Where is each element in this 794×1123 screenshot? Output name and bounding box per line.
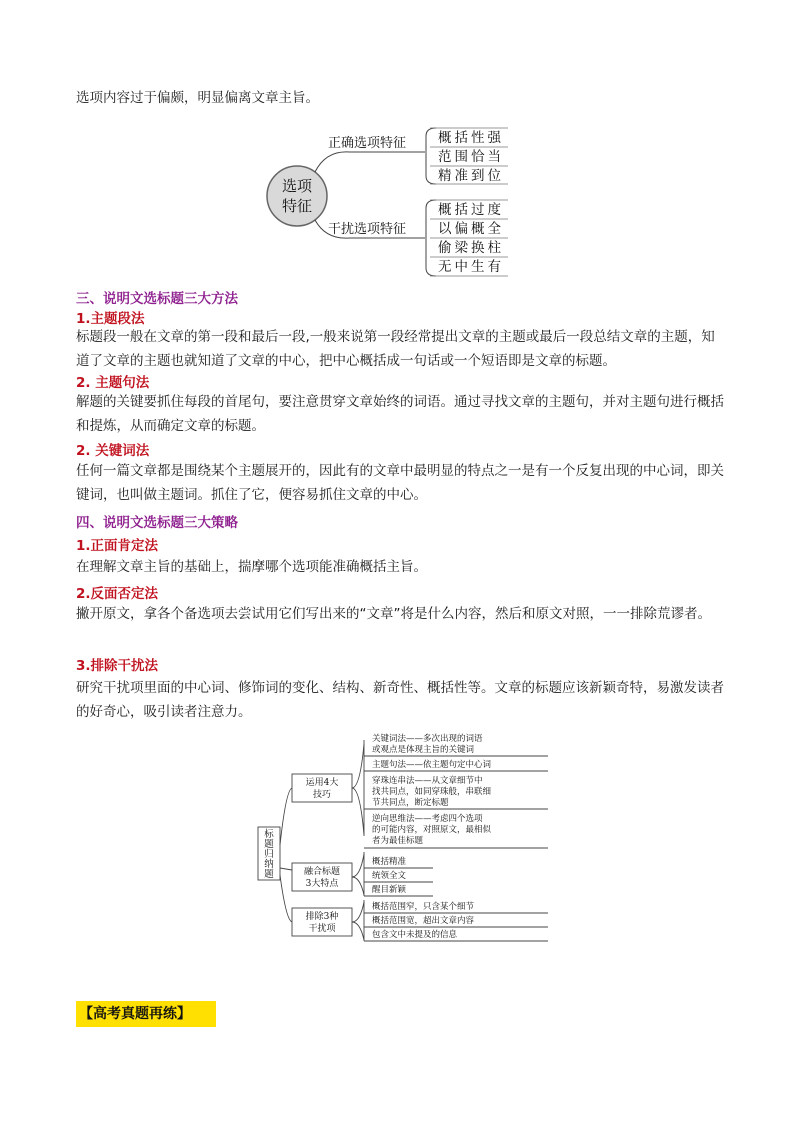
branch3-item: 概括范围窄，只含某个细节 xyxy=(372,902,475,912)
branch1-label: 运用4大 xyxy=(305,778,339,788)
branch2-label: 3大特点 xyxy=(305,879,339,889)
upper-item: 概括性强 xyxy=(438,130,504,146)
method3-title: 2. 关键词法 xyxy=(76,443,150,459)
method2-title: 2. 主题句法 xyxy=(76,375,150,391)
section3-heading: 三、说明文选标题三大方法 xyxy=(76,291,238,307)
branch2-item: 概括精准 xyxy=(372,857,407,867)
strategy3-text: 研究干扰项里面的中心词、修饰词的变化、结构、新奇性、概括性等。文章的标题应该新颖奇特，易激发读者的好奇心，吸引读者注意力。 xyxy=(76,680,724,720)
branch1-item: 逆向思维法——考虑四个选项 xyxy=(372,814,483,824)
branch1-item: 主题句法——依主题句定中心词 xyxy=(372,760,492,770)
section4-heading: 四、说明文选标题三大策略 xyxy=(76,515,238,531)
branch1-item: 找共同点，如同穿珠般，串联细 xyxy=(372,787,492,797)
branch2-item: 醒目新颖 xyxy=(372,885,407,895)
method1-title: 1.主题段法 xyxy=(76,311,145,327)
root-char: 题 xyxy=(264,869,274,880)
intro-text: 选项内容过于偏颇，明显偏离文章主旨。 xyxy=(76,90,319,106)
branch2-item: 统领全文 xyxy=(372,871,407,881)
upper-branch-label: 正确选项特征 xyxy=(328,136,407,151)
branch1-item: 节共同点，断定标题 xyxy=(372,798,449,808)
method2-text: 解题的关键要抓住每段的首尾句，要注意贯穿文章始终的词语。通过寻找文章的主题句，并对主题句进行概括和提炼，从而确定文章的标题。 xyxy=(76,394,724,434)
strategy2-title: 2.反面否定法 xyxy=(76,586,159,602)
upper-item: 范围恰当 xyxy=(438,149,504,165)
lower-branch-label: 干扰选项特征 xyxy=(328,222,407,237)
lower-item: 以偏概全 xyxy=(438,221,504,237)
root-char: 纳 xyxy=(264,859,274,870)
branch3-label: 干扰项 xyxy=(308,924,336,934)
strategy1-title: 1.正面肯定法 xyxy=(76,538,159,554)
branch3-label: 排除3种 xyxy=(305,912,339,922)
branch1-item: 关键词法——多次出现的词语 xyxy=(372,734,483,744)
strategy2-text: 撇开原文，拿各个备选项去尝试用它们写出来的“文章”将是什么内容，然后和原文对照，一一排除荒谬者。 xyxy=(76,606,711,622)
lower-item: 无中生有 xyxy=(438,259,504,275)
branch3-item: 包含文中未提及的信息 xyxy=(372,930,458,940)
practice-badge: 【高考真题再练】 xyxy=(76,1001,216,1027)
root-char: 归 xyxy=(264,849,274,860)
strategy1-text: 在理解文章主旨的基础上，揣摩哪个选项能准确概括主旨。 xyxy=(76,559,427,575)
option-features-diagram xyxy=(260,120,520,282)
branch1-item: 者为最佳标题 xyxy=(372,836,424,846)
branch1-item: 穿珠连串法——从文章细节中 xyxy=(372,776,483,786)
center-oval xyxy=(267,166,327,226)
lower-item: 偷梁换柱 xyxy=(438,240,504,256)
lower-item: 概括过度 xyxy=(438,202,504,218)
center-line1: 选项 xyxy=(281,177,313,195)
branch3-item: 概括范围宽，超出文章内容 xyxy=(372,916,475,926)
upper-bracket xyxy=(426,128,436,184)
root-char: 题 xyxy=(264,839,274,850)
method1-text: 标题段一般在文章的第一段和最后一段,一般来说第一段经常提出文章的主题或最后一段总结文章的主题，知道了文章的主题也就知道了文章的中心，把中心概括成一句话或一个短语即是文章的标题。 xyxy=(76,329,715,369)
upper-connector xyxy=(315,152,425,172)
branch1-item: 的可能内容，对照原文，最相似 xyxy=(372,825,492,835)
branch1-item: 或观点是体现主旨的关键词 xyxy=(372,745,475,755)
method3-text: 任何一篇文章都是围绕某个主题展开的，因此有的文章中最明显的特点之一是有一个反复出现的中心词，即关键词，也叫做主题词。抓住了它，便容易抓住文章的中心。 xyxy=(76,463,724,503)
upper-item: 精准到位 xyxy=(438,168,504,184)
branch2-label: 融合标题 xyxy=(303,867,341,877)
root-char: 标 xyxy=(264,829,274,840)
strategy3-title: 3.排除干扰法 xyxy=(76,658,159,674)
title-summary-diagram xyxy=(248,730,558,945)
center-line2: 特征 xyxy=(281,197,313,215)
branch1-label: 技巧 xyxy=(312,790,332,800)
